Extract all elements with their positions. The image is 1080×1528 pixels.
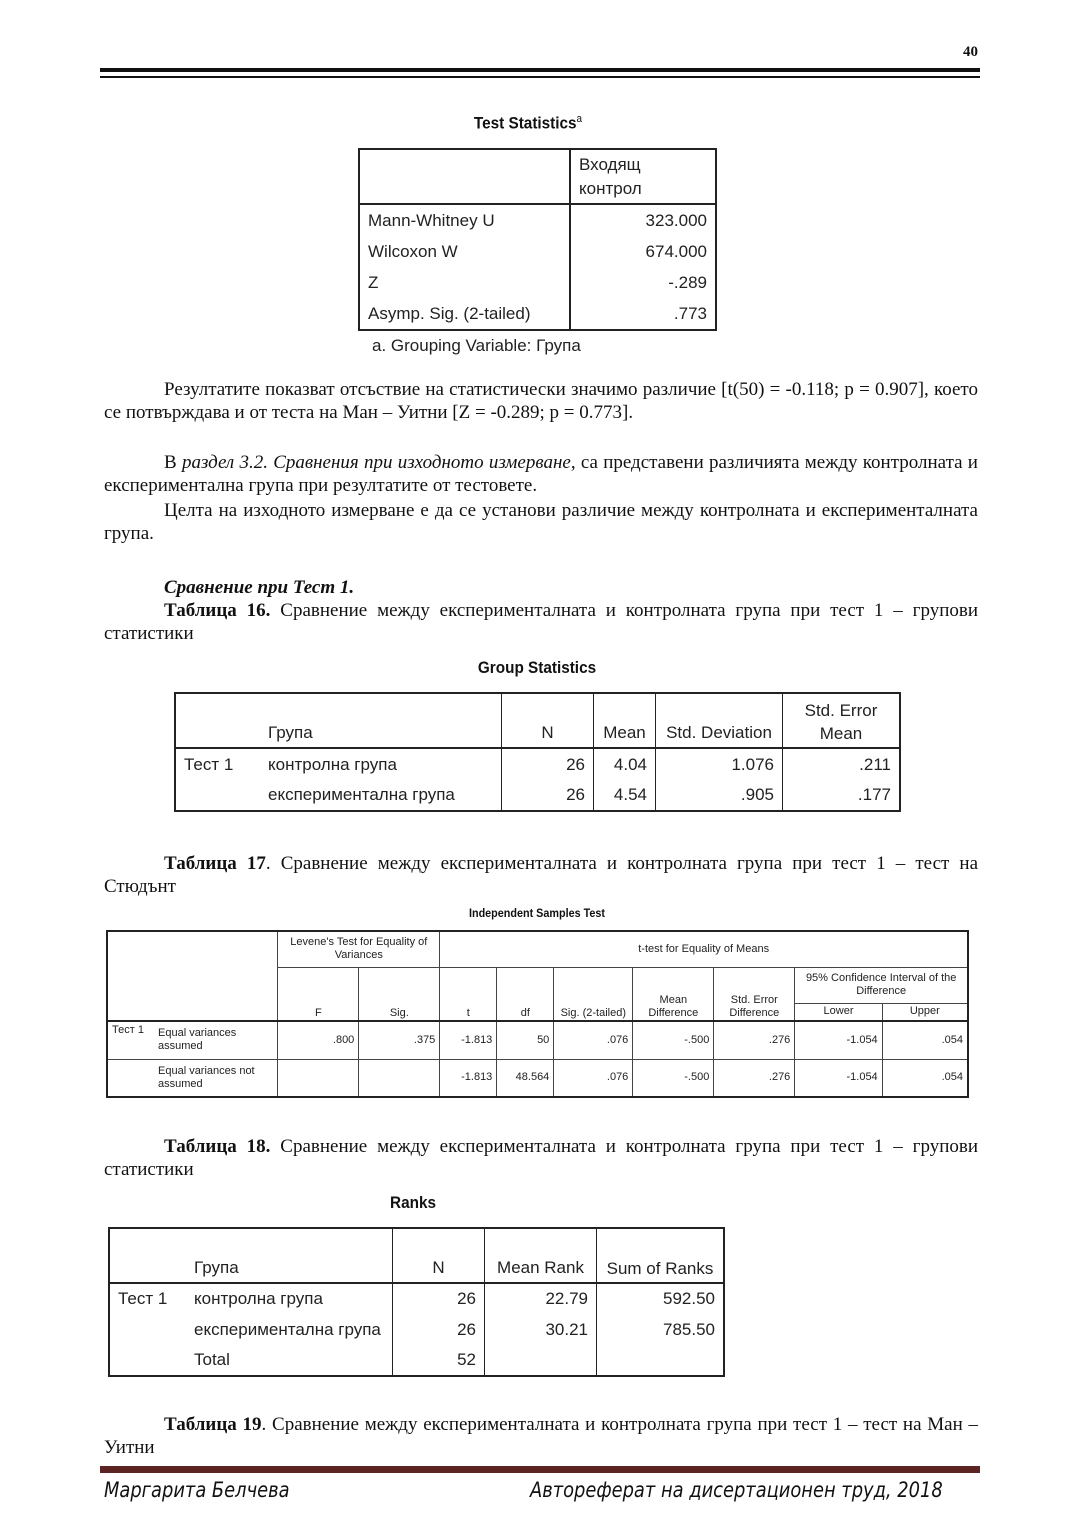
paragraph: Резултатите показват отсъствие на статистически значимо различие [t(50) = -0.118; p = 0.907], което се потвърждава и от теста на Ман – Уитни [Z = -0.289; p = 0.773]. — [104, 379, 978, 423]
table-caption: Таблица 17. Сравнение между експерименталната и контролната група при тест 1 – тест на Стюдънт — [104, 853, 979, 897]
ranks-table: Група N Mean Rank Sum of Ranks Тест 1 контролна група 26 22.79 592.50 експериментална група 26 30.21 785.50 Total 52 — [108, 1227, 725, 1377]
independent-samples-title: Independent Samples Test — [468, 906, 606, 920]
section-heading: Сравнение при Тест 1. — [164, 577, 355, 598]
test-statistics-title: Test Statistics$^a$ — [473, 113, 583, 133]
table-footnote: a. Grouping Variable: Група — [372, 336, 581, 355]
header-rule — [100, 68, 980, 72]
test-statistics-table: Входящ контрол Mann-Whitney U 323.000 Wilcoxon W 674.000 Z -.289 Asymp. Sig. (2-tailed) .773 — [358, 148, 717, 331]
paragraph: Целта на изходното измерване е да се установи различие между контролната и експерименталната група. — [104, 500, 978, 544]
independent-samples-table: Levene's Test for Equality of Variances t-test for Equality of Means F Sig. t df Sig. (2-tailed) Mean Difference Std. Error Difference 95% Confidence Interval of the Difference Lower Upper Тест 1 Equal variances assumed .800 .375 -1.813 50 .076 -.500 .276 -1.054 .054 Equal variances not assumed -1.813 48.564 .076 -.500 .276 -1.054 .054 — [106, 930, 969, 1098]
group-statistics-table: Група N Mean Std. Deviation Std. Error Mean Тест 1 контролна група 26 4.04 1.076 .211 експериментална група 26 4.54 .905 .177 — [174, 692, 901, 812]
table-caption: Таблица 18. Сравнение между експерименталната и контролната група при тест 1 – групови статистики — [104, 1136, 979, 1180]
ranks-title: Ranks — [390, 1193, 436, 1212]
paragraph: В раздел 3.2. Сравнения при изходното измерване, са представени различията между контролната и експериментална група при резултатите от тестовете. — [104, 452, 978, 496]
footer-work-title: Автореферат на дисертационен труд, 2018 — [530, 1478, 943, 1502]
table-caption: Таблица 16. Сравнение между експерименталната и контролната група при тест 1 – групови статистики — [104, 600, 979, 644]
footer-rule — [100, 1466, 980, 1473]
group-statistics-title: Group Statistics — [477, 658, 597, 677]
page-number: 40 — [963, 44, 978, 60]
header-rule-thin — [100, 76, 980, 78]
footer-author: Маргарита Белчева — [104, 1478, 290, 1502]
table-caption: Таблица 19. Сравнение между експерименталната и контролната група при тест 1 – тест на Ман – Уитни — [104, 1414, 979, 1458]
